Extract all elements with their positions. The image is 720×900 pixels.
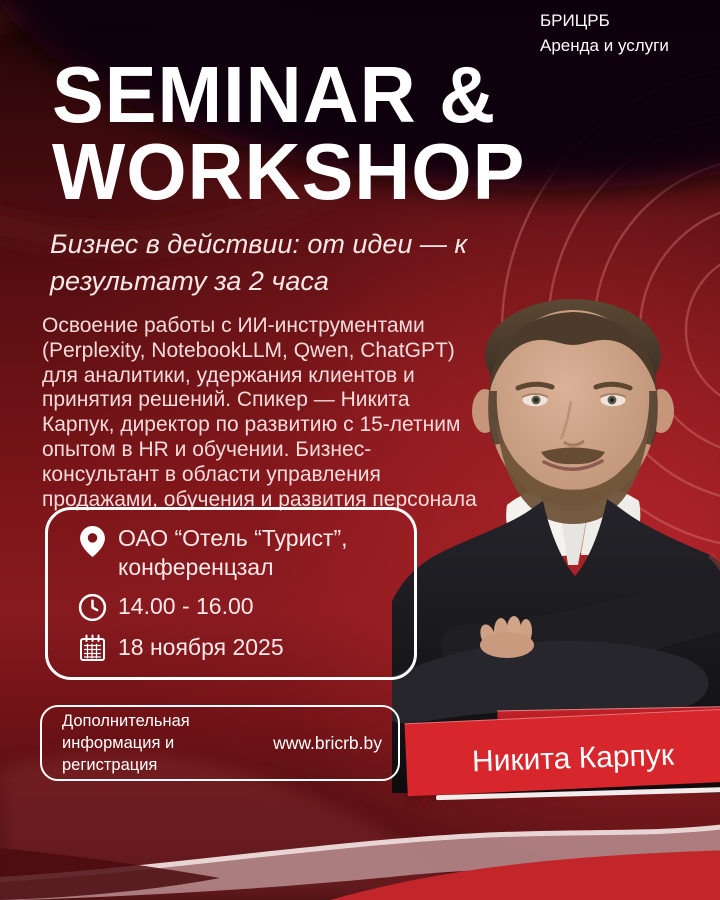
calendar-icon: [66, 631, 118, 663]
subtitle-line1: Бизнес в действии: от идеи — к: [50, 229, 468, 259]
brand-label: [540, 8, 669, 58]
brand-line2: Аренда и услуги: [540, 36, 669, 55]
date-text: 18 ноября 2025: [118, 633, 284, 660]
registration-box: [40, 705, 400, 781]
time-text: 14.00 - 16.00: [118, 593, 254, 619]
title-line1: SEMINAR &: [52, 50, 497, 139]
location-pin-icon: [66, 524, 118, 557]
event-description: Освоение работы с ИИ-инструментами (Perplexity, NotebookLLM, Qwen, ChatGPT) для аналитики, удержания клиентов и принятия решений. Спикер — Никита Карпук, директор по развитию с 15-летним опытом в HR и обучении. Бизнес-консультант в области управления продажами, обучения и развития персонала: [42, 314, 477, 511]
location-row: [66, 524, 400, 582]
brand-line1: БРИЦРБ: [540, 11, 610, 30]
time-row: [66, 591, 400, 622]
website-url: www.bricrb.by: [273, 732, 382, 753]
event-subtitle: [50, 226, 467, 300]
clock-icon: [66, 591, 118, 622]
location-text: ОАО “Отель “Турист”, конференцзал: [118, 525, 348, 580]
event-details-box: [45, 507, 417, 680]
page-title: [52, 50, 526, 216]
date-row: [66, 631, 400, 663]
title-line2: WORKSHOP: [52, 127, 526, 216]
subtitle-line2: результату за 2 часа: [50, 266, 329, 296]
registration-label: Дополнительная информация и регистрация: [62, 712, 190, 774]
speaker-name: Никита Карпук: [471, 738, 675, 779]
